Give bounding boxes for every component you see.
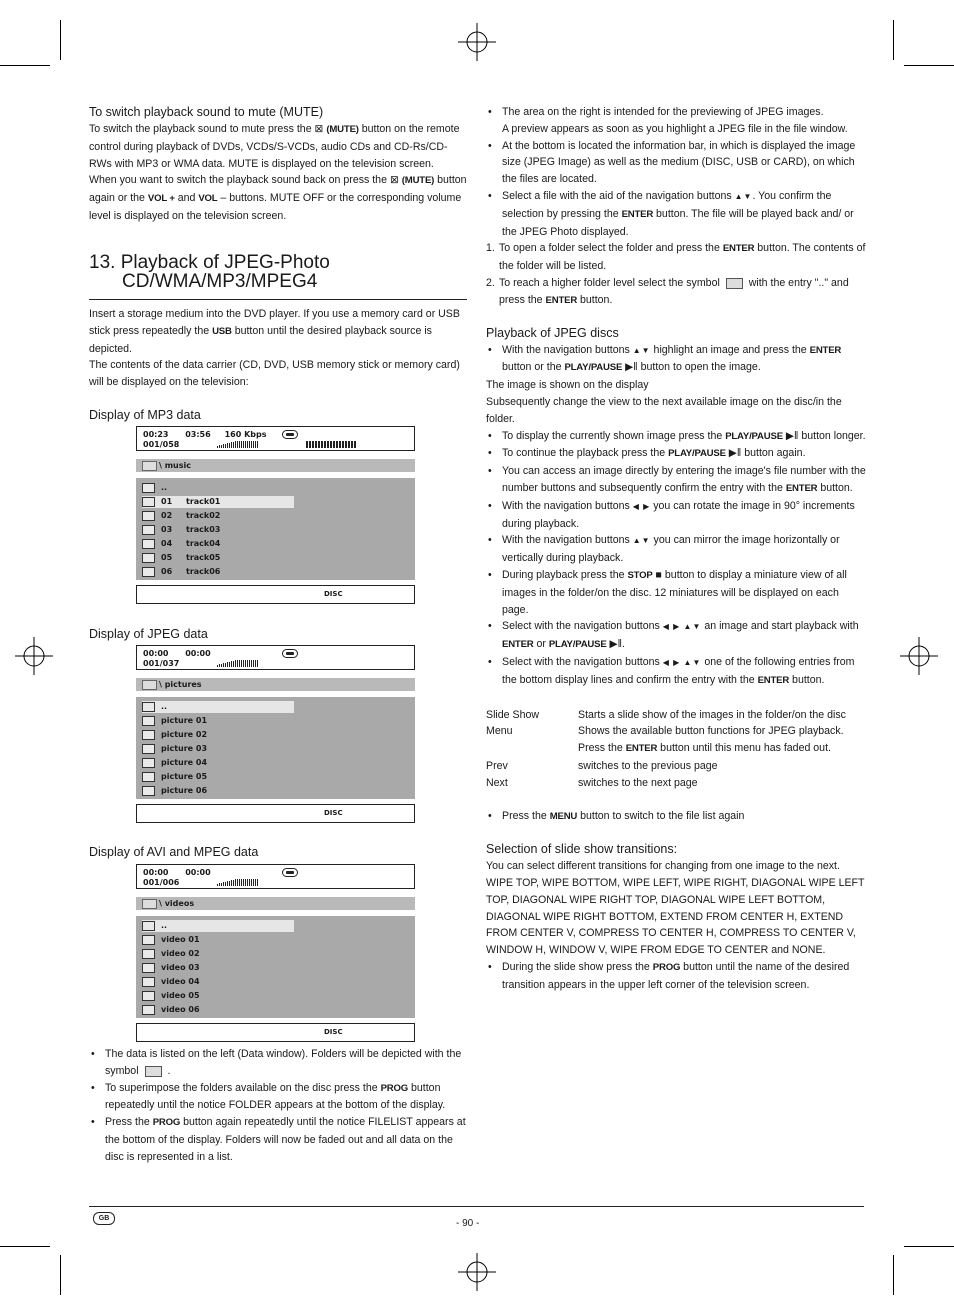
path-bar: \ music bbox=[136, 459, 415, 472]
list-item[interactable]: 04 track04 bbox=[142, 538, 294, 550]
mp3-info-box: 00:23 03:56 160 Kbps 001/058 bbox=[136, 426, 415, 451]
list-item: • At the bottom is located the information bar, in which is displayed the image size (JPEG Image) as well as the medium (DISC, USB or CARD), on which the files are located. bbox=[486, 138, 866, 188]
registration-mark-icon bbox=[15, 637, 53, 675]
list-item[interactable]: video 03 bbox=[142, 962, 294, 974]
chapter-title: 13. Playback of JPEG-Photo CD/WMA/MP3/MPEG4 bbox=[89, 253, 467, 300]
right-column: • The area on the right is intended for the previewing of JPEG images. A preview appears as soon as you highlight a JPEG file in the file window. • At the bottom is located the information bar, in which is displayed the image size (JPEG Image) as well as the medium (DISC, USB or CARD), on which the files are located. • Select a file with the aid of the navigation buttons ▲▼. You confirm the selection by pressing the ENTER button. The file will be played back and/ or the JPEG Photo displayed. 1. To open a folder select the folder and press the ENTER button. The contents of the folder will be listed. 2. To reach a higher folder level select the symbol with the entry ".." and press the ENTER button. Playback of JPEG discs • With the navigation buttons ▲▼ highlight an image and press the ENTER button or the PLAY/PAUSE ▶‖ button to open the image. The image is shown on the display Subsequently change the view to the next available image on the disc/in the folder. • To display the currently shown image press the PLAY/PAUSE ▶‖ button longer. • To continue the playback press the PLAY/PAUSE ▶‖ button again. • You can access an image directly by entering the image's file number with the number buttons and subsequently confirm the entry with the ENTER button. • With the navigation buttons ◀ ▶ you can rotate the image in 90° increments during playback. • With the navigation buttons ▲▼ you can mirror the image horizontally or vertically during playback. • During playback press the STOP ■ button to display a miniature view of all images in the folder/on the disc. 12 miniatures will be displayed on each page. • Select with the navigation buttons ◀ ▶ ▲▼ an image and start playback with ENTER or PLAY/PAUSE ▶‖. • Select with the navigation buttons ◀ ▶ ▲▼ one of the following entries from the bottom display lines and confirm the entry with the ENTER button. Slide Show Starts a slide show of the images in the folder/on the disc Menu Shows the available button functions for JPEG playback. Press the ENTER button until this menu has faded out. Prev switches to the previous page Next switches to the next page • Press the MENU button to switch to the file list again Selection of slide show transitions: You can select different transitions for changing from one image to the next. WIPE TOP, WIPE BOTTOM, WIPE LEFT, WIPE RIGHT, DIAGONAL WIPE LEFT TOP, DIAGONAL WIPE RIGHT TOP, DIAGONAL WIPE LEFT BOTTOM, DIAGONAL WIPE RIGHT BOTTOM, EXTEND FROM CENTER H, EXTEND FROM CENTER V, COMPRESS TO CENTER H, COMPRESS TO CENTER V, WINDOW H, WINDOW V, WIPE FROM EDGE TO CENTER and NONE. • During the slide show press the PROG button until the name of the desired transition appears in the upper left corner of the television screen. bbox=[486, 104, 866, 994]
video-file-icon bbox=[142, 977, 155, 987]
list-item: • Select with the navigation buttons ◀ ▶ ▲▼ one of the following entries from the bottom display lines and confirm the entry with the ENTER button. bbox=[486, 654, 866, 690]
list-item: • With the navigation buttons ▲▼ highlight an image and press the ENTER button or the PLAY/PAUSE ▶‖ button to open the image. bbox=[486, 342, 866, 378]
folder-icon bbox=[142, 921, 155, 931]
picture-file-icon bbox=[142, 744, 155, 754]
play-state-icon bbox=[282, 430, 298, 439]
list-item[interactable]: picture 06 bbox=[142, 785, 294, 797]
mute-heading: To switch playback sound to mute (MUTE) bbox=[89, 105, 324, 119]
up-down-arrows-icon: ▲▼ bbox=[734, 191, 753, 201]
crop-mark bbox=[893, 1255, 894, 1295]
crop-mark bbox=[0, 1246, 50, 1247]
source-bar: DISC bbox=[136, 804, 415, 823]
file-list bbox=[136, 916, 415, 1018]
list-item: • Press the MENU button to switch to the file list again bbox=[486, 808, 866, 826]
folder-icon bbox=[142, 899, 157, 909]
video-file-icon bbox=[142, 1005, 155, 1015]
list-item[interactable]: video 01 bbox=[142, 934, 294, 946]
jpeg-discs-heading: Playback of JPEG discs bbox=[486, 325, 619, 340]
list-item[interactable]: picture 04 bbox=[142, 757, 294, 769]
jpeg-info-box: 00:00 00:00 001/037 bbox=[136, 645, 415, 670]
source-bar: DISC bbox=[136, 585, 415, 604]
crop-mark bbox=[904, 1246, 954, 1247]
jpeg-menu-definitions bbox=[486, 707, 866, 792]
avi-info-box: 00:00 00:00 001/006 bbox=[136, 864, 415, 889]
level-meter bbox=[306, 441, 356, 448]
left-column bbox=[89, 103, 467, 225]
picture-file-icon bbox=[142, 772, 155, 782]
mp3-file-icon bbox=[142, 511, 155, 521]
definition-row: Prev switches to the previous page bbox=[486, 759, 718, 772]
jpeg-display bbox=[136, 645, 415, 823]
footer-rule bbox=[89, 1206, 864, 1207]
numbered-step: 2. To reach a higher folder level select the symbol with the entry ".." and press the ENTER button. bbox=[486, 276, 849, 306]
video-file-icon bbox=[142, 991, 155, 1001]
crop-mark bbox=[893, 20, 894, 60]
list-item[interactable]: 01 track01 bbox=[142, 496, 294, 508]
list-item: • Select with the navigation buttons ◀ ▶ ▲▼ an image and start playback with ENTER or PLAY/PAUSE ▶‖. bbox=[486, 618, 866, 654]
navigation-arrows-icon: ◀ ▶ ▲▼ bbox=[662, 657, 702, 667]
folder-icon bbox=[726, 278, 743, 289]
picture-file-icon bbox=[142, 786, 155, 796]
play-pause-icon: ▶‖ bbox=[785, 429, 799, 442]
stop-icon: ■ bbox=[655, 568, 662, 581]
mp3-file-icon bbox=[142, 497, 155, 507]
mp3-file-icon bbox=[142, 553, 155, 563]
list-item[interactable]: 06 track06 bbox=[142, 566, 294, 578]
path-bar: \ pictures bbox=[136, 678, 415, 691]
list-item[interactable]: 02 track02 bbox=[142, 510, 294, 522]
folder-icon bbox=[142, 680, 157, 690]
list-item: • During playback press the STOP ■ button to display a miniature view of all images in the folder/on the disc. 12 miniatures will be displayed on each page. bbox=[486, 567, 866, 618]
crop-mark bbox=[60, 20, 61, 60]
mute-paragraph-1: To switch the playback sound to mute press the ⊠ (MUTE) button on the remote control during playback of DVDs, VCDs/S-VCDs, audio CDs and CD-Rs/CD-RWs with MP3 or WMA data. MUTE is displayed on the television screen. bbox=[89, 123, 460, 170]
list-item: • Select a file with the aid of the navigation buttons ▲▼. You confirm the selection by pressing the ENTER button. The file will be played back and/ or the JPEG Photo displayed. bbox=[486, 188, 866, 240]
jpeg-heading: Display of JPEG data bbox=[89, 627, 208, 641]
list-item[interactable]: video 04 bbox=[142, 976, 294, 988]
mute-icon: ⊠ bbox=[314, 123, 324, 135]
avi-heading: Display of AVI and MPEG data bbox=[89, 845, 259, 859]
mp3-heading: Display of MP3 data bbox=[89, 408, 201, 422]
list-item[interactable]: picture 02 bbox=[142, 729, 294, 741]
list-item[interactable]: picture 03 bbox=[142, 743, 294, 755]
mp3-file-icon bbox=[142, 539, 155, 549]
list-item: • To continue the playback press the PLAY/PAUSE ▶‖ button again. bbox=[486, 445, 866, 463]
folder-icon bbox=[145, 1066, 162, 1077]
avi-display bbox=[136, 864, 415, 1042]
mp3-display bbox=[136, 426, 415, 604]
list-item: • During the slide show press the PROG button until the name of the desired transition appears in the upper left corner of the television screen. bbox=[486, 959, 866, 994]
language-badge: GB bbox=[93, 1212, 115, 1225]
list-item: • To superimpose the folders available on the disc press the PROG button repeatedly until the notice FOLDER appears at the bottom of the display. bbox=[89, 1080, 467, 1115]
list-item[interactable]: 03 track03 bbox=[142, 524, 294, 536]
list-item[interactable]: video 02 bbox=[142, 948, 294, 960]
definition-row: Slide Show Starts a slide show of the images in the folder/on the disc bbox=[486, 708, 846, 721]
navigation-arrows-icon: ◀ ▶ ▲▼ bbox=[662, 622, 702, 632]
level-meter bbox=[217, 441, 258, 448]
numbered-step: 1. To open a folder select the folder and press the ENTER button. The contents of the folder will be listed. bbox=[486, 242, 866, 273]
level-meter bbox=[217, 660, 258, 667]
list-item[interactable]: picture 01 bbox=[142, 715, 294, 727]
left-right-arrows-icon: ◀ ▶ bbox=[632, 501, 651, 511]
mp3-file-icon bbox=[142, 525, 155, 535]
play-state-icon bbox=[282, 649, 298, 658]
definition-row: Next switches to the next page bbox=[486, 776, 698, 789]
path-bar: \ videos bbox=[136, 897, 415, 910]
list-item: • With the navigation buttons ◀ ▶ you can rotate the image in 90° increments during playback. bbox=[486, 498, 866, 533]
play-pause-icon: ▶‖ bbox=[609, 638, 623, 651]
list-item: • To display the currently shown image press the PLAY/PAUSE ▶‖ button longer. bbox=[486, 428, 866, 446]
mp3-file-icon bbox=[142, 567, 155, 577]
folder-icon bbox=[142, 483, 155, 493]
mute-paragraph-2: When you want to switch the playback sound back on press the ⊠ (MUTE) button again or the VOL + and VOL – buttons. MUTE OFF or the corresponding volume level is displayed on the television screen. bbox=[89, 174, 467, 222]
level-meter bbox=[217, 879, 258, 886]
intro: Insert a storage medium into the DVD player. If you use a memory card or USB stick press repeatedly the USB button until the desired playback source is depicted. The contents of the data carrier (CD, DVD, USB memory stick or memory card) will be displayed on the television: bbox=[89, 308, 460, 389]
list-item[interactable]: 05 track05 bbox=[142, 552, 294, 564]
registration-mark-icon bbox=[900, 637, 938, 675]
list-item: • The area on the right is intended for the previewing of JPEG images. A preview appears as soon as you highlight a JPEG file in the file window. bbox=[486, 104, 866, 138]
folder-icon bbox=[142, 702, 155, 712]
page-number: - 90 - bbox=[456, 1218, 480, 1229]
mute-icon: ⊠ bbox=[389, 174, 399, 187]
source-bar: DISC bbox=[136, 1023, 415, 1042]
definition-row: Menu Shows the available button functions for JPEG playback. Press the ENTER button until this menu has faded out. bbox=[486, 725, 844, 755]
video-file-icon bbox=[142, 949, 155, 959]
list-item[interactable]: .. bbox=[142, 482, 294, 494]
crop-mark bbox=[60, 1255, 61, 1295]
list-item: • Press the PROG button again repeatedly until the notice FILELIST appears at the bottom of the display. Folders will now be faded out and all data on the disc is represented in a list. bbox=[89, 1114, 467, 1165]
up-down-arrows-icon: ▲▼ bbox=[632, 536, 651, 546]
picture-file-icon bbox=[142, 716, 155, 726]
registration-mark-icon bbox=[458, 23, 496, 61]
list-item[interactable]: .. bbox=[142, 701, 294, 713]
play-pause-icon: ▶‖ bbox=[728, 447, 742, 460]
play-state-icon bbox=[282, 868, 298, 877]
picture-file-icon bbox=[142, 758, 155, 768]
video-file-icon bbox=[142, 935, 155, 945]
up-down-arrows-icon: ▲▼ bbox=[632, 345, 651, 355]
list-item[interactable]: picture 05 bbox=[142, 771, 294, 783]
folder-icon bbox=[142, 461, 157, 471]
file-list bbox=[136, 697, 415, 799]
list-item: • With the navigation buttons ▲▼ you can mirror the image horizontally or vertically during playback. bbox=[486, 532, 866, 567]
video-file-icon bbox=[142, 963, 155, 973]
list-item[interactable]: video 06 bbox=[142, 1004, 294, 1016]
list-item: • You can access an image directly by entering the image's file number with the number buttons and subsequently confirm the entry with the ENTER button. bbox=[486, 463, 866, 498]
slide-show-heading: Selection of slide show transitions: bbox=[486, 842, 678, 857]
list-item[interactable]: video 05 bbox=[142, 990, 294, 1002]
list-item: • The data is listed on the left (Data window). Folders will be depicted with the symbol . bbox=[89, 1046, 467, 1080]
file-list bbox=[136, 478, 415, 580]
data-notes bbox=[89, 1046, 467, 1166]
crop-mark bbox=[0, 65, 50, 66]
picture-file-icon bbox=[142, 730, 155, 740]
registration-mark-icon bbox=[458, 1253, 496, 1291]
list-item[interactable]: .. bbox=[142, 920, 294, 932]
crop-mark bbox=[904, 65, 954, 66]
play-pause-icon: ▶‖ bbox=[625, 361, 638, 374]
